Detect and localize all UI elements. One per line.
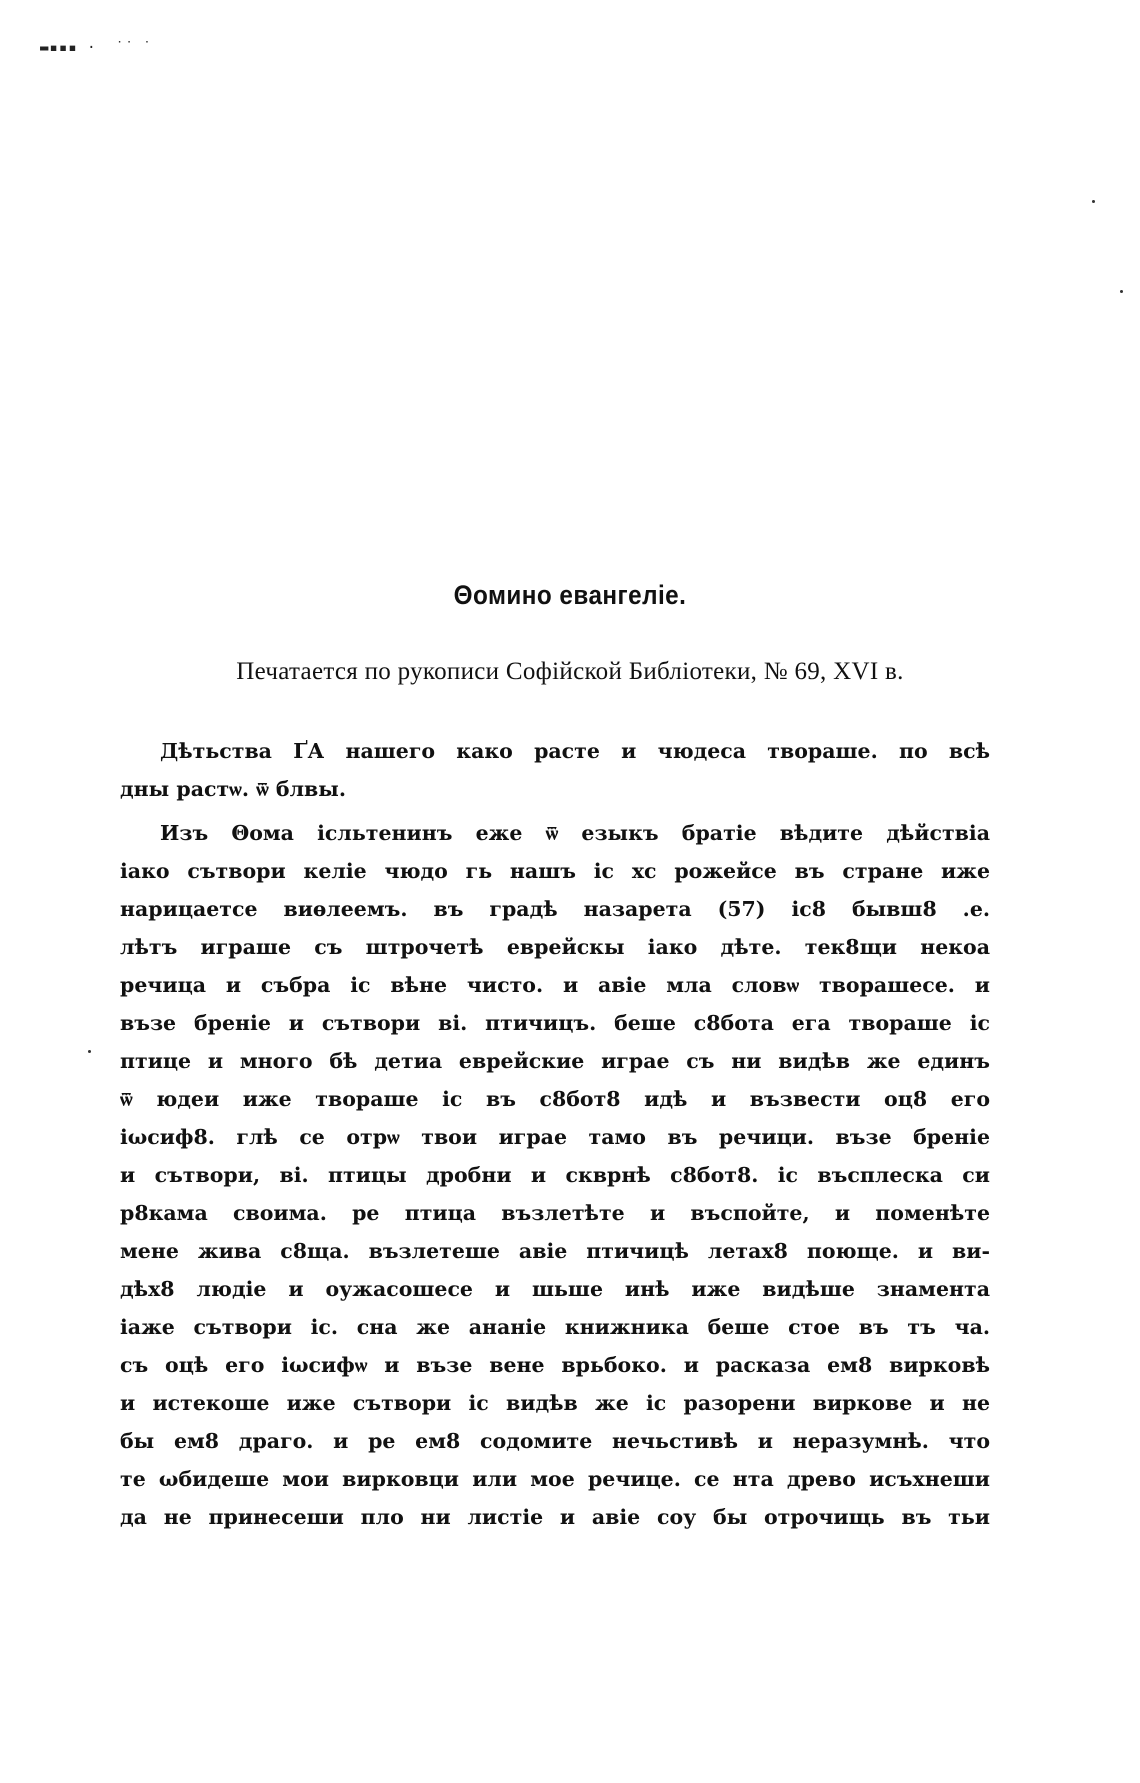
text-line: мене жива с8ща. възлетеше авіе птичицѣ летах8 поюще. и ви- xyxy=(120,1239,990,1263)
text-line: съ оцѣ его іωсифѡ и възе вене врьбоко. и расказа ем8 вирковѣ xyxy=(120,1353,990,1377)
text-line: дѣх8 людіе и оужасошесе и шьше инѣ иже видѣше знамента xyxy=(120,1277,990,1301)
header-mark: ▬▪▪▪ · ˙˙ ̇ xyxy=(40,40,144,56)
text-line: да не принесеши пло ни листіе и авіе соу бы отрочищь въ тьи xyxy=(120,1505,990,1529)
ink-speck xyxy=(1120,290,1123,293)
text-line: дны растѡ. ѿ блвы. xyxy=(120,777,346,801)
text-line: Дѣтьства ҐА нашего како расте и чюдеса твораше. по всѣ xyxy=(160,739,990,763)
text-line: іωсиф8. глѣ се отрѡ твои играе тамо въ речици. възе бреніе xyxy=(120,1125,990,1149)
text-line: нарицаетсе виѳлеемъ. въ градѣ назарета (57) іс8 бывш8 .е. xyxy=(120,897,990,921)
text-line: іако сътвори келіе чюдо гь нашъ іс хс рожейсе въ стране иже xyxy=(120,859,990,883)
text-line: речица и събра іс вѣне чисто. и авіе мла словѡ творашесе. и xyxy=(120,973,990,997)
paragraph-1 xyxy=(120,732,990,808)
text-line: іаже сътвори іс. сна же ананіе книжника беше стое въ тъ ча. xyxy=(120,1315,990,1339)
paragraph-2 xyxy=(120,814,990,1536)
ink-speck xyxy=(88,1050,91,1053)
document-title: Θомино евангеліе. xyxy=(453,580,687,610)
text-line: лѣтъ играше съ штрочетѣ еврейскы іако дѣте. тек8щи некоа xyxy=(120,935,990,959)
text-line: те ωбидеше мои вирковци или мое речице. се нта древо исъхнеши xyxy=(120,1467,990,1491)
text-line: птице и много бѣ детиа еврейские играе съ ни видѣв же единъ xyxy=(120,1049,990,1073)
text-line: бы ем8 драго. и ре ем8 содомите нечьстивѣ и неразумнѣ. что xyxy=(120,1429,990,1453)
text-line: възе бреніе и сътвори ві. птичицъ. беше с8бота ега твораше іс xyxy=(120,1011,990,1035)
text-line: ѿ юдеи иже твораше іс въ с8бот8 идѣ и възвести оц8 его xyxy=(120,1087,990,1111)
document-subtitle: Печатается по рукописи Софійской Библіотеки, № 69, XVI в. xyxy=(236,658,904,685)
text-line: и сътвори, ві. птицы дробни и скврнѣ с8бот8. іс въсплеска си xyxy=(120,1163,990,1187)
text-line: и истекоше иже сътвори іс видѣв же іс разорени вирковe и не xyxy=(120,1391,990,1415)
text-line: р8кама своима. ре птица възлетѣте и въспойте, и поменѣте xyxy=(120,1201,990,1225)
ink-speck xyxy=(1092,200,1095,203)
text-line: Изъ Θома ісльтенинъ еже ѿ езыкъ братіе вѣдите дѣйствіа xyxy=(160,821,990,845)
